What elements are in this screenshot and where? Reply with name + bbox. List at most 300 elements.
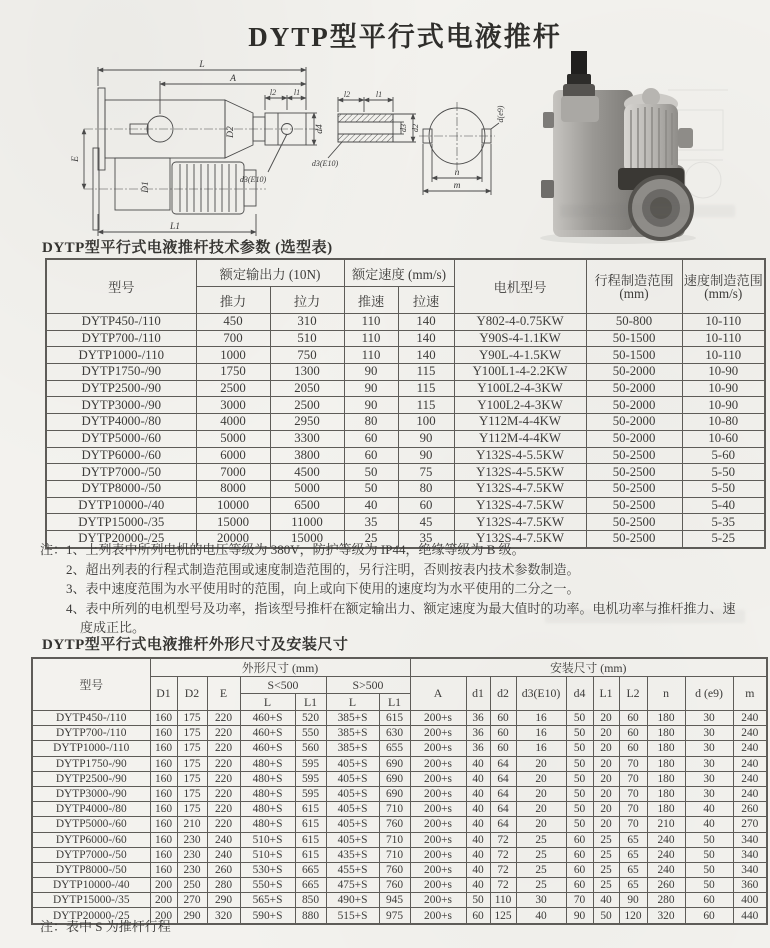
value-cell: 50-2000 — [586, 380, 682, 397]
value-cell: 490+S — [326, 893, 379, 908]
value-cell: 260 — [207, 862, 240, 877]
value-cell: 480+S — [240, 786, 295, 801]
value-cell: Y90S-4-1.1KW — [454, 330, 586, 347]
value-cell: 50-2500 — [586, 497, 682, 514]
value-cell: 50 — [344, 480, 398, 497]
value-cell: 40 — [466, 862, 490, 877]
value-cell: 20 — [516, 756, 566, 771]
value-cell: 50-2000 — [586, 430, 682, 447]
value-cell: 40 — [466, 847, 490, 862]
value-cell: 50 — [344, 464, 398, 481]
value-cell: 70 — [566, 893, 593, 908]
value-cell: 45 — [398, 514, 454, 531]
value-cell: 200 — [150, 878, 177, 893]
table-row — [32, 832, 767, 847]
col-header-m: m — [733, 677, 767, 711]
section2-heading: DYTP型平行式电液推杆外形尺寸及安装尺寸 — [42, 637, 349, 653]
value-cell: 80 — [398, 480, 454, 497]
value-cell: 110 — [344, 347, 398, 364]
value-cell: 945 — [379, 893, 410, 908]
value-cell: 220 — [207, 741, 240, 756]
col-header-d-e9: d (e9) — [685, 677, 733, 711]
value-cell: 20 — [593, 802, 619, 817]
value-cell: 160 — [150, 711, 177, 726]
value-cell: 50 — [566, 786, 593, 801]
value-cell: 50 — [566, 711, 593, 726]
value-cell: 30 — [516, 893, 566, 908]
value-cell: 140 — [398, 347, 454, 364]
value-cell: 340 — [733, 832, 767, 847]
col-header-D1: D1 — [150, 677, 177, 711]
model-cell: DYTP700-/110 — [32, 726, 150, 741]
value-cell: 460+S — [240, 741, 295, 756]
table-row — [32, 878, 767, 893]
value-cell: 4500 — [270, 464, 344, 481]
value-cell: 5-50 — [682, 480, 765, 497]
value-cell: 1000 — [196, 347, 270, 364]
value-cell: 20000 — [196, 530, 270, 547]
dim-label: d2 — [411, 124, 420, 132]
value-cell: 50 — [685, 832, 733, 847]
value-cell: 15000 — [196, 514, 270, 531]
model-cell: DYTP2500-/90 — [46, 380, 196, 397]
value-cell: 50 — [566, 756, 593, 771]
col-header-d1: d1 — [466, 677, 490, 711]
value-cell: 40 — [466, 802, 490, 817]
value-cell: 50-2500 — [586, 480, 682, 497]
value-cell: 180 — [647, 756, 685, 771]
value-cell: 590+S — [240, 908, 295, 924]
value-cell: 36 — [466, 711, 490, 726]
value-cell: 175 — [177, 726, 207, 741]
value-cell: 710 — [379, 847, 410, 862]
value-cell: 210 — [647, 817, 685, 832]
value-cell: 200+s — [410, 756, 466, 771]
value-cell: 25 — [344, 530, 398, 547]
value-cell: 200+s — [410, 726, 466, 741]
model-cell: DYTP10000-/40 — [46, 497, 196, 514]
value-cell: 10-110 — [682, 330, 765, 347]
note-item: 1、上列表中所列电机的电压等级为 380V，防护等级为 IP44，绝缘等级为 B 级。 — [66, 542, 525, 557]
value-cell: 65 — [619, 832, 647, 847]
value-cell: 50-2000 — [586, 364, 682, 381]
value-cell: 160 — [150, 847, 177, 862]
value-cell: 10-60 — [682, 430, 765, 447]
table-row — [32, 862, 767, 877]
value-cell: 50-2500 — [586, 514, 682, 531]
group-header-install-dims: 安装尺寸 (mm) — [410, 658, 767, 677]
technical-drawing — [20, 56, 520, 248]
value-cell: 110 — [490, 893, 516, 908]
note-item: 3、表中速度范围为水平使用时的范围，向上或向下使用的速度均为水平使用的二分之一。 — [66, 581, 580, 596]
value-cell: 50 — [685, 878, 733, 893]
table-row — [32, 817, 767, 832]
value-cell: 50 — [566, 726, 593, 741]
value-cell: 220 — [207, 817, 240, 832]
value-cell: 50 — [566, 741, 593, 756]
model-cell: DYTP5000-/60 — [46, 430, 196, 447]
value-cell: 5000 — [196, 430, 270, 447]
value-cell: 90 — [398, 447, 454, 464]
value-cell: 50 — [466, 893, 490, 908]
value-cell: 60 — [566, 862, 593, 877]
value-cell: 100 — [398, 414, 454, 431]
value-cell: 280 — [647, 893, 685, 908]
value-cell: 40 — [466, 832, 490, 847]
value-cell: 50 — [593, 908, 619, 924]
value-cell: 180 — [647, 726, 685, 741]
value-cell: 240 — [733, 756, 767, 771]
value-cell: 35 — [344, 514, 398, 531]
dim-label: m — [453, 181, 461, 191]
model-cell: DYTP20000-/25 — [46, 530, 196, 547]
dim-label: l1 — [375, 90, 383, 99]
value-cell: 240 — [207, 832, 240, 847]
value-cell: 115 — [398, 364, 454, 381]
value-cell: 20 — [516, 771, 566, 786]
value-cell: 230 — [177, 847, 207, 862]
value-cell: 115 — [398, 380, 454, 397]
value-cell: 60 — [566, 878, 593, 893]
value-cell: 40 — [466, 817, 490, 832]
value-cell: 40 — [466, 756, 490, 771]
value-cell: 3800 — [270, 447, 344, 464]
group-header-s-gt-500: S>500 — [326, 677, 410, 694]
col-header-E: E — [207, 677, 240, 711]
value-cell: 70 — [619, 756, 647, 771]
value-cell: 560 — [295, 741, 326, 756]
col-header-L1-lt: L1 — [295, 694, 326, 711]
value-cell: 6500 — [270, 497, 344, 514]
value-cell: 40 — [466, 786, 490, 801]
value-cell: 25 — [593, 862, 619, 877]
value-cell: 240 — [733, 741, 767, 756]
value-cell: 230 — [177, 832, 207, 847]
model-cell: DYTP15000-/35 — [32, 893, 150, 908]
value-cell: 50-2500 — [586, 464, 682, 481]
value-cell: 110 — [344, 314, 398, 331]
value-cell: 25 — [516, 862, 566, 877]
col-header-push-force: 推力 — [196, 287, 270, 314]
value-cell: 510+S — [240, 832, 295, 847]
header-line: (mm/s) — [704, 285, 743, 301]
value-cell: 20 — [593, 786, 619, 801]
value-cell: 72 — [490, 878, 516, 893]
value-cell: 20 — [593, 741, 619, 756]
table-row — [46, 380, 765, 397]
value-cell: 64 — [490, 771, 516, 786]
model-cell: DYTP8000-/50 — [46, 480, 196, 497]
value-cell: 200+s — [410, 741, 466, 756]
model-cell: DYTP15000-/35 — [46, 514, 196, 531]
value-cell: 72 — [490, 862, 516, 877]
value-cell: 64 — [490, 756, 516, 771]
value-cell: 50 — [566, 802, 593, 817]
table-row — [46, 397, 765, 414]
value-cell: 700 — [196, 330, 270, 347]
col-header-d3-E10: d3(E10) — [516, 677, 566, 711]
value-cell: 50-1500 — [586, 330, 682, 347]
value-cell: 175 — [177, 756, 207, 771]
value-cell: 220 — [207, 756, 240, 771]
value-cell: 460+S — [240, 726, 295, 741]
value-cell: 2050 — [270, 380, 344, 397]
table-row — [32, 893, 767, 908]
value-cell: 240 — [733, 726, 767, 741]
table-row — [32, 741, 767, 756]
value-cell: Y802-4-0.75KW — [454, 314, 586, 331]
value-cell: 30 — [685, 756, 733, 771]
value-cell: 140 — [398, 314, 454, 331]
value-cell: 230 — [177, 862, 207, 877]
value-cell: 40 — [466, 878, 490, 893]
value-cell: 72 — [490, 832, 516, 847]
dim-label: d3 — [399, 124, 408, 132]
value-cell: 60 — [566, 847, 593, 862]
value-cell: 200+s — [410, 711, 466, 726]
value-cell: 615 — [379, 711, 410, 726]
value-cell: 220 — [207, 786, 240, 801]
value-cell: 90 — [344, 364, 398, 381]
col-header-motor: 电机型号 — [454, 259, 586, 314]
value-cell: 480+S — [240, 756, 295, 771]
value-cell: 460+S — [240, 711, 295, 726]
value-cell: 975 — [379, 908, 410, 924]
value-cell: 5-50 — [682, 464, 765, 481]
value-cell: 65 — [619, 862, 647, 877]
value-cell: 200+s — [410, 832, 466, 847]
value-cell: 240 — [647, 847, 685, 862]
table-row — [32, 711, 767, 726]
value-cell: Y100L2-4-3KW — [454, 380, 586, 397]
value-cell: 510 — [270, 330, 344, 347]
value-cell: Y132S-4-7.5KW — [454, 530, 586, 547]
dim-label: n — [454, 168, 460, 178]
note-item: 2、超出列表的行程式制造范围或速度制造范围的，另行注明，否则按表内技术参数制造。 — [66, 561, 580, 577]
value-cell: 200+s — [410, 802, 466, 817]
value-cell: 180 — [647, 802, 685, 817]
table-row — [46, 414, 765, 431]
value-cell: Y100L2-4-3KW — [454, 397, 586, 414]
model-cell: DYTP8000-/50 — [32, 862, 150, 877]
value-cell: 240 — [647, 832, 685, 847]
value-cell: 1750 — [196, 364, 270, 381]
value-cell: 175 — [177, 711, 207, 726]
value-cell: 50 — [685, 847, 733, 862]
value-cell: 450 — [196, 314, 270, 331]
value-cell: 10-110 — [682, 314, 765, 331]
value-cell: 270 — [733, 817, 767, 832]
value-cell: 595 — [295, 756, 326, 771]
value-cell: 595 — [295, 771, 326, 786]
col-header-A: A — [410, 677, 466, 711]
value-cell: 7000 — [196, 464, 270, 481]
value-cell: 405+S — [326, 786, 379, 801]
model-cell: DYTP5000-/60 — [32, 817, 150, 832]
value-cell: 160 — [150, 786, 177, 801]
value-cell: 240 — [733, 786, 767, 801]
value-cell: 595 — [295, 786, 326, 801]
value-cell: 565+S — [240, 893, 295, 908]
value-cell: 180 — [647, 711, 685, 726]
value-cell: 400 — [733, 893, 767, 908]
col-header-L-gt: L — [326, 694, 379, 711]
value-cell: 175 — [177, 741, 207, 756]
value-cell: 180 — [647, 771, 685, 786]
value-cell: 405+S — [326, 802, 379, 817]
group-header-outline-dims: 外形尺寸 (mm) — [150, 658, 410, 677]
value-cell: 60 — [685, 908, 733, 924]
value-cell: 160 — [150, 726, 177, 741]
value-cell: 550 — [295, 726, 326, 741]
value-cell: 90 — [398, 430, 454, 447]
value-cell: 5-40 — [682, 497, 765, 514]
col-header-D2: D2 — [177, 677, 207, 711]
value-cell: 760 — [379, 878, 410, 893]
dim-label: d3(E10) — [311, 159, 339, 168]
group-header-rated-force: 额定输出力 (10N) — [196, 259, 344, 287]
table-row — [46, 447, 765, 464]
model-cell: DYTP7000-/50 — [32, 847, 150, 862]
value-cell: 20 — [516, 817, 566, 832]
value-cell: 60 — [566, 832, 593, 847]
col-header-L-lt: L — [240, 694, 295, 711]
value-cell: 50 — [685, 862, 733, 877]
table-row — [46, 514, 765, 531]
col-header-model: 型号 — [32, 658, 150, 711]
col-header-L1: L1 — [593, 677, 619, 711]
value-cell: 455+S — [326, 862, 379, 877]
value-cell: 240 — [647, 862, 685, 877]
value-cell: Y112M-4-4KW — [454, 430, 586, 447]
value-cell: 180 — [647, 741, 685, 756]
value-cell: 120 — [619, 908, 647, 924]
table-row — [46, 464, 765, 481]
value-cell: 50 — [566, 817, 593, 832]
model-cell: DYTP10000-/40 — [32, 878, 150, 893]
value-cell: 70 — [619, 802, 647, 817]
value-cell: 220 — [207, 711, 240, 726]
rod-end-dim-labels — [312, 90, 420, 168]
model-cell: DYTP1000-/110 — [46, 347, 196, 364]
value-cell: 180 — [647, 786, 685, 801]
model-cell: DYTP4000-/80 — [46, 414, 196, 431]
col-header-L2: L2 — [619, 677, 647, 711]
value-cell: 64 — [490, 786, 516, 801]
value-cell: 1300 — [270, 364, 344, 381]
side-view-dim-labels — [71, 60, 325, 232]
note-item: 4、表中所列的电机型号及功率，指该型号推杆在额定输出力、额定速度为最大值时的功率。电机功率与推杆推力、速度成正比。 — [66, 600, 736, 635]
value-cell: 160 — [150, 756, 177, 771]
value-cell: 240 — [733, 771, 767, 786]
value-cell: 160 — [150, 802, 177, 817]
selection-table-body — [46, 314, 765, 548]
value-cell: 690 — [379, 786, 410, 801]
value-cell: 90 — [566, 908, 593, 924]
value-cell: 6000 — [196, 447, 270, 464]
value-cell: 60 — [619, 726, 647, 741]
header-line: (mm) — [619, 285, 649, 301]
dim-label: d(e9) — [496, 105, 505, 123]
group-header-rated-speed: 额定速度 (mm/s) — [344, 259, 454, 287]
model-cell: DYTP1000-/110 — [32, 741, 150, 756]
page-title: DYTP型平行式电液推杆 — [248, 22, 562, 52]
model-cell: DYTP1750-/90 — [32, 756, 150, 771]
value-cell: Y132S-4-7.5KW — [454, 514, 586, 531]
value-cell: 200 — [150, 908, 177, 924]
value-cell: 50-2500 — [586, 530, 682, 547]
section1-heading: DYTP型平行式电液推杆技术参数 (选型表) — [42, 240, 333, 256]
value-cell: 15000 — [270, 530, 344, 547]
value-cell: 405+S — [326, 817, 379, 832]
value-cell: 90 — [344, 380, 398, 397]
value-cell: 50 — [566, 771, 593, 786]
value-cell: 20 — [593, 726, 619, 741]
value-cell: 20 — [516, 786, 566, 801]
value-cell: 520 — [295, 711, 326, 726]
value-cell: 360 — [733, 878, 767, 893]
value-cell: Y132S-4-5.5KW — [454, 464, 586, 481]
value-cell: 90 — [619, 893, 647, 908]
value-cell: 220 — [207, 771, 240, 786]
value-cell: 320 — [647, 908, 685, 924]
value-cell: Y100L1-4-2.2KW — [454, 364, 586, 381]
table-row — [32, 802, 767, 817]
value-cell: 30 — [685, 771, 733, 786]
value-cell: 200+s — [410, 862, 466, 877]
model-cell: DYTP6000-/60 — [46, 447, 196, 464]
value-cell: 11000 — [270, 514, 344, 531]
col-header-push-speed: 推速 — [344, 287, 398, 314]
value-cell: 550+S — [240, 878, 295, 893]
model-cell: DYTP3000-/90 — [32, 786, 150, 801]
value-cell: 710 — [379, 832, 410, 847]
value-cell: 40 — [593, 893, 619, 908]
value-cell: 36 — [466, 726, 490, 741]
value-cell: Y132S-4-5.5KW — [454, 447, 586, 464]
table-row — [32, 756, 767, 771]
value-cell: 475+S — [326, 878, 379, 893]
value-cell: 880 — [295, 908, 326, 924]
col-header-model: 型号 — [46, 259, 196, 314]
value-cell: 60 — [619, 711, 647, 726]
value-cell: 50-2500 — [586, 447, 682, 464]
value-cell: 60 — [490, 726, 516, 741]
value-cell: 280 — [207, 878, 240, 893]
value-cell: 385+S — [326, 726, 379, 741]
value-cell: 30 — [685, 786, 733, 801]
value-cell: 75 — [398, 464, 454, 481]
value-cell: 2500 — [270, 397, 344, 414]
value-cell: 240 — [207, 847, 240, 862]
value-cell: 655 — [379, 741, 410, 756]
notes-block — [40, 540, 748, 638]
value-cell: 60 — [619, 741, 647, 756]
value-cell: 160 — [150, 741, 177, 756]
table-row — [46, 497, 765, 514]
dim-label: D1 — [141, 181, 151, 193]
value-cell: 200+s — [410, 847, 466, 862]
value-cell: 50-2000 — [586, 414, 682, 431]
value-cell: 760 — [379, 817, 410, 832]
model-cell: DYTP450-/110 — [46, 314, 196, 331]
table-row — [32, 847, 767, 862]
header-line: 行程制造范围 — [594, 272, 674, 288]
value-cell: 385+S — [326, 711, 379, 726]
value-cell: 160 — [150, 771, 177, 786]
value-cell: 20 — [516, 802, 566, 817]
value-cell: 20 — [593, 771, 619, 786]
